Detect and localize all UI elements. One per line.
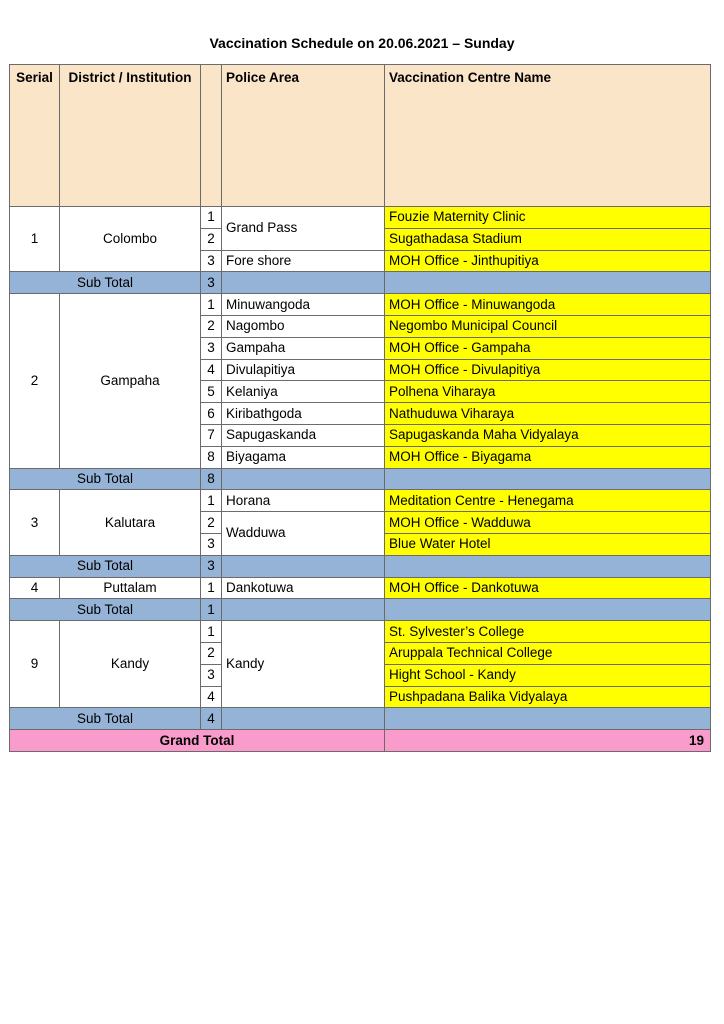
vaccination-centre-cell: Polhena Viharaya bbox=[385, 381, 711, 403]
vaccination-centre-cell: MOH Office - Gampaha bbox=[385, 337, 711, 359]
table-body bbox=[10, 207, 711, 752]
vaccination-centre-cell: MOH Office - Jinthupitiya bbox=[385, 250, 711, 272]
sub-total-row bbox=[10, 468, 711, 490]
vaccination-centre-cell: Sugathadasa Stadium bbox=[385, 228, 711, 250]
sub-total-label: Sub Total bbox=[10, 468, 201, 490]
police-area-cell: Dankotuwa bbox=[222, 577, 385, 599]
district-cell: Gampaha bbox=[60, 294, 201, 468]
header-serial: Serial bbox=[10, 65, 60, 207]
sub-total-row bbox=[10, 272, 711, 294]
sub-total-empty-cell bbox=[222, 708, 385, 730]
row-number-cell: 3 bbox=[201, 533, 222, 555]
serial-cell: 3 bbox=[10, 490, 60, 555]
table-row bbox=[10, 621, 711, 643]
vaccination-centre-cell: Nathuduwa Viharaya bbox=[385, 403, 711, 425]
row-number-cell: 7 bbox=[201, 424, 222, 446]
page-title: Vaccination Schedule on 20.06.2021 – Sunday bbox=[209, 35, 515, 51]
serial-cell: 2 bbox=[10, 294, 60, 468]
sub-total-label: Sub Total bbox=[10, 599, 201, 621]
sub-total-empty-cell bbox=[222, 468, 385, 490]
grand-total-row bbox=[10, 730, 711, 752]
sub-total-label: Sub Total bbox=[10, 555, 201, 577]
police-area-cell: Kelaniya bbox=[222, 381, 385, 403]
row-number-cell: 4 bbox=[201, 359, 222, 381]
district-cell: Puttalam bbox=[60, 577, 201, 599]
table-header-row bbox=[10, 65, 711, 207]
vaccination-centre-cell: Aruppala Technical College bbox=[385, 642, 711, 664]
row-number-cell: 4 bbox=[201, 686, 222, 708]
police-area-cell: Grand Pass bbox=[222, 207, 385, 251]
sub-total-row bbox=[10, 708, 711, 730]
police-area-cell: Wadduwa bbox=[222, 512, 385, 556]
sub-total-empty-cell bbox=[385, 555, 711, 577]
police-area-cell: Sapugaskanda bbox=[222, 424, 385, 446]
serial-cell: 9 bbox=[10, 621, 60, 708]
sub-total-value: 4 bbox=[201, 708, 222, 730]
row-number-cell: 1 bbox=[201, 490, 222, 512]
row-number-cell: 5 bbox=[201, 381, 222, 403]
police-area-cell: Nagombo bbox=[222, 315, 385, 337]
sub-total-empty-cell bbox=[385, 708, 711, 730]
serial-cell: 1 bbox=[10, 207, 60, 272]
grand-total-label: Grand Total bbox=[10, 730, 385, 752]
police-area-cell: Kandy bbox=[222, 621, 385, 708]
row-number-cell: 3 bbox=[201, 664, 222, 686]
police-area-cell: Minuwangoda bbox=[222, 294, 385, 316]
grand-total-value: 19 bbox=[385, 730, 711, 752]
vaccination-centre-cell: MOH Office - Biyagama bbox=[385, 446, 711, 468]
row-number-cell: 3 bbox=[201, 337, 222, 359]
vaccination-centre-cell: MOH Office - Divulapitiya bbox=[385, 359, 711, 381]
vaccination-centre-cell: Blue Water Hotel bbox=[385, 533, 711, 555]
row-number-cell: 1 bbox=[201, 577, 222, 599]
row-number-cell: 1 bbox=[201, 207, 222, 229]
sub-total-row bbox=[10, 599, 711, 621]
sub-total-empty-cell bbox=[222, 272, 385, 294]
police-area-cell: Fore shore bbox=[222, 250, 385, 272]
vaccination-centre-cell: MOH Office - Wadduwa bbox=[385, 512, 711, 534]
district-cell: Kandy bbox=[60, 621, 201, 708]
vaccination-schedule-table bbox=[9, 64, 711, 752]
vaccination-centre-cell: MOH Office - Dankotuwa bbox=[385, 577, 711, 599]
sub-total-value: 8 bbox=[201, 468, 222, 490]
sub-total-empty-cell bbox=[385, 468, 711, 490]
row-number-cell: 3 bbox=[201, 250, 222, 272]
row-number-cell: 1 bbox=[201, 621, 222, 643]
header-district: District / Institution bbox=[60, 65, 201, 207]
vaccination-centre-cell: Meditation Centre - Henegama bbox=[385, 490, 711, 512]
district-cell: Colombo bbox=[60, 207, 201, 272]
vaccination-centre-cell: Hight School - Kandy bbox=[385, 664, 711, 686]
vaccination-centre-cell: St. Sylvester’s College bbox=[385, 621, 711, 643]
sub-total-empty-cell bbox=[385, 599, 711, 621]
table-row bbox=[10, 577, 711, 599]
table-row bbox=[10, 207, 711, 229]
sub-total-label: Sub Total bbox=[10, 272, 201, 294]
table-row bbox=[10, 490, 711, 512]
serial-cell: 4 bbox=[10, 577, 60, 599]
row-number-cell: 8 bbox=[201, 446, 222, 468]
vaccination-centre-cell: MOH Office - Minuwangoda bbox=[385, 294, 711, 316]
row-number-cell: 1 bbox=[201, 294, 222, 316]
police-area-cell: Divulapitiya bbox=[222, 359, 385, 381]
sub-total-value: 3 bbox=[201, 272, 222, 294]
sub-total-empty-cell bbox=[222, 599, 385, 621]
police-area-cell: Gampaha bbox=[222, 337, 385, 359]
header-police-area: Police Area bbox=[222, 65, 385, 207]
sub-total-value: 3 bbox=[201, 555, 222, 577]
district-cell: Kalutara bbox=[60, 490, 201, 555]
row-number-cell: 2 bbox=[201, 228, 222, 250]
police-area-cell: Horana bbox=[222, 490, 385, 512]
vaccination-centre-cell: Fouzie Maternity Clinic bbox=[385, 207, 711, 229]
vaccination-centre-cell: Negombo Municipal Council bbox=[385, 315, 711, 337]
vaccination-centre-cell: Pushpadana Balika Vidyalaya bbox=[385, 686, 711, 708]
row-number-cell: 2 bbox=[201, 642, 222, 664]
sub-total-row bbox=[10, 555, 711, 577]
table-row bbox=[10, 294, 711, 316]
row-number-cell: 2 bbox=[201, 315, 222, 337]
header-centre-name: Vaccination Centre Name bbox=[385, 65, 711, 207]
sub-total-empty-cell bbox=[385, 272, 711, 294]
row-number-cell: 6 bbox=[201, 403, 222, 425]
police-area-cell: Kiribathgoda bbox=[222, 403, 385, 425]
sub-total-value: 1 bbox=[201, 599, 222, 621]
police-area-cell: Biyagama bbox=[222, 446, 385, 468]
vaccination-centre-cell: Sapugaskanda Maha Vidyalaya bbox=[385, 424, 711, 446]
row-number-cell: 2 bbox=[201, 512, 222, 534]
sub-total-label: Sub Total bbox=[10, 708, 201, 730]
header-number bbox=[201, 65, 222, 207]
sub-total-empty-cell bbox=[222, 555, 385, 577]
